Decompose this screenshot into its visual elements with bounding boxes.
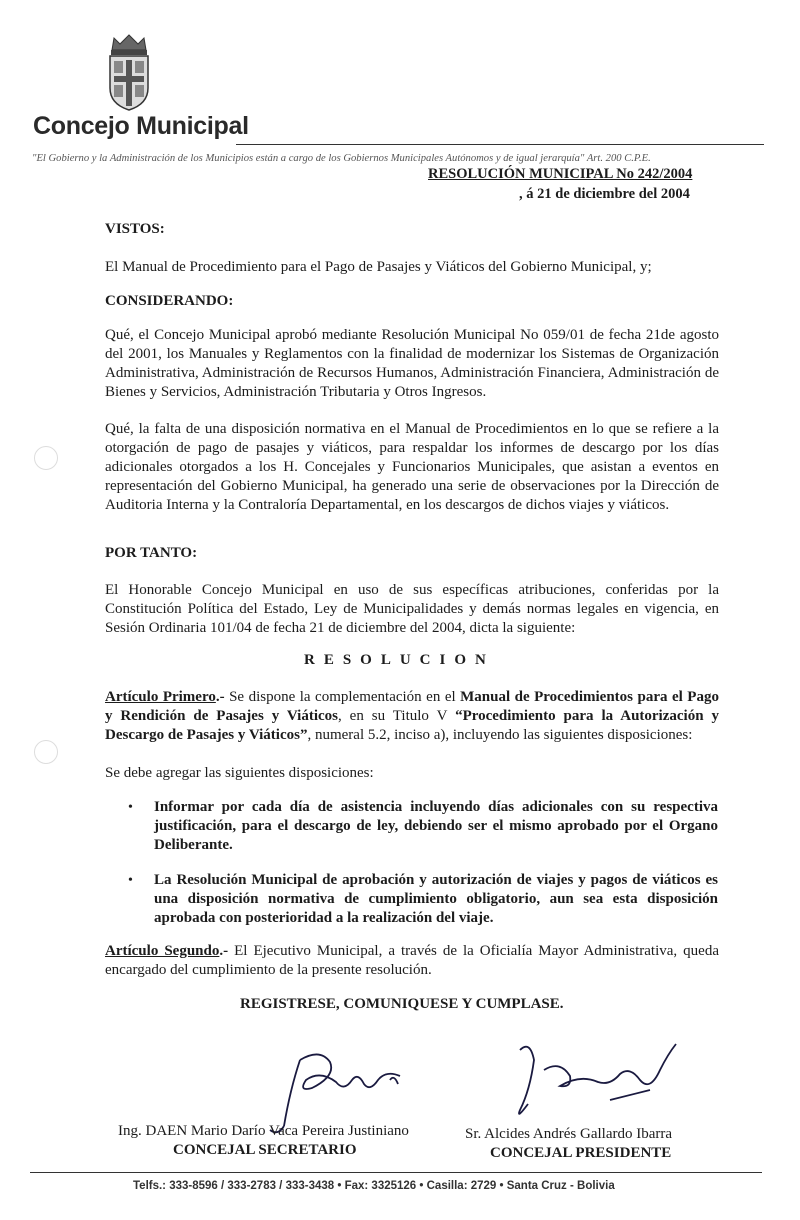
articulo-primero-line-2: Se debe agregar las siguientes disposiciones: bbox=[105, 765, 374, 781]
resolution-title: RESOLUCIÓN MUNICIPAL No 242/2004 bbox=[428, 166, 693, 182]
bullet-item-1: Informar por cada día de asistencia incluyendo días adicionales con su respectiva justificación, para el descargo de ley, debiendo ser el mismo aprobado por el Organo Deliberante. bbox=[154, 799, 718, 853]
municipal-crest-logo bbox=[104, 32, 154, 112]
articulo-segundo bbox=[105, 942, 719, 980]
bullet-marker: • bbox=[128, 873, 133, 888]
punch-hole bbox=[34, 740, 58, 764]
closing-formula: REGISTRESE, COMUNIQUESE Y CUMPLASE. bbox=[240, 996, 564, 1012]
articulo-primero-label: Artículo Primero bbox=[105, 689, 216, 705]
bullet-item-2: La Resolución Municipal de aprobación y autorización de viajes y pagos de viáticos es una disposición normativa de cumplimiento obligatorio, aun sea esta disposición aprobada con posterioridad a la realización del viaje. bbox=[154, 872, 718, 926]
organization-name: Concejo Municipal bbox=[33, 112, 249, 140]
header-rule bbox=[236, 144, 764, 145]
articulo-primero-text-3: , numeral 5.2, inciso a), incluyendo las siguientes disposiciones: bbox=[307, 727, 693, 743]
signatory-role-secretario: CONCEJAL SECRETARIO bbox=[173, 1142, 357, 1158]
por-tanto-text: El Honorable Concejo Municipal en uso de sus específicas atribuciones, conferidas por la Constitución Política del Estado, Ley de Municipalidades y demás normas legales en vigencia, en Sesión Ordinaria 101/04 de fecha 21 de diciembre del 2004, dicta la siguiente: bbox=[105, 582, 719, 636]
footer-contact: Telfs.: 333-8596 / 333-2783 / 333-3438 • Fax: 3325126 • Casilla: 2729 • Santa Cruz - Bolivia bbox=[133, 1180, 615, 1192]
articulo-segundo-text: El Ejecutivo Municipal, a través de la Oficialía Mayor Administrativa, queda encargado del cumplimiento de la presente resolución. bbox=[105, 943, 719, 978]
footer-rule bbox=[30, 1172, 762, 1173]
signature-presidente bbox=[500, 1030, 700, 1130]
signatory-role-presidente: CONCEJAL PRESIDENTE bbox=[490, 1145, 672, 1161]
articulo-primero-text-2: , en su Titulo V bbox=[338, 708, 456, 724]
manual-name-bold: Manual de Procedimientos para el Pago y Rendición de Pasajes y Viáticos bbox=[105, 689, 719, 724]
por-tanto-heading: POR TANTO: bbox=[105, 545, 198, 561]
signatory-name-secretario: Ing. DAEN Mario Darío Vaca Pereira Justiniano bbox=[118, 1123, 409, 1139]
considerando-paragraph-1: Qué, el Concejo Municipal aprobó mediante Resolución Municipal No 059/01 de fecha 21de agosto del 2001, los Manuales y Reglamentos con la finalidad de modernizar los Sistemas de Organización Administrativa, Administración de Recursos Humanos, Administración Financiera, Administración de Bienes y Servicios, Administración Tributaria y Otros Ingresos. bbox=[105, 327, 719, 400]
articulo-primero-separator: .- bbox=[215, 689, 225, 705]
bullet-marker: • bbox=[128, 800, 133, 815]
resolucion-heading: RESOLUCION bbox=[304, 652, 495, 668]
articulo-primero bbox=[105, 688, 719, 745]
resolution-date: , á 21 de diciembre del 2004 bbox=[519, 186, 690, 202]
vistos-text: El Manual de Procedimiento para el Pago de Pasajes y Viáticos del Gobierno Municipal, y; bbox=[105, 259, 652, 275]
considerando-heading: CONSIDERANDO: bbox=[105, 293, 234, 309]
punch-hole bbox=[34, 446, 58, 470]
articulo-segundo-separator: .- bbox=[219, 943, 229, 959]
considerando-paragraph-2: Qué, la falta de una disposición normativa en el Manual de Procedimientos en lo que se refiere a la otorgación de pago de pasajes y viáticos, para respaldar los informes de descargo por los días adicionales otorgados a los H. Concejales y Funcionarios Municipales, que asistan a eventos en representación del Gobierno Municipal, ha generado una serie de observaciones por la Dirección de Auditoria Interna y la Contraloría Departamental, en los descargos de dichos viajes y viáticos. bbox=[105, 421, 719, 513]
signatory-name-presidente: Sr. Alcides Andrés Gallardo Ibarra bbox=[465, 1126, 673, 1142]
procedure-title-bold: “Procedimiento para la Autorización y Descargo de Pasajes y Viáticos” bbox=[105, 708, 719, 743]
articulo-primero-text-1: Se dispone la complementación en el bbox=[224, 689, 461, 705]
constitutional-motto: "El Gobierno y la Administración de los Municipios están a cargo de los Gobiernos Municipales Autónomos y de igual jerarquía" Art. 200 C.P.E. bbox=[32, 153, 651, 164]
vistos-heading: VISTOS: bbox=[105, 221, 165, 237]
articulo-segundo-label: Artículo Segundo bbox=[105, 943, 220, 959]
